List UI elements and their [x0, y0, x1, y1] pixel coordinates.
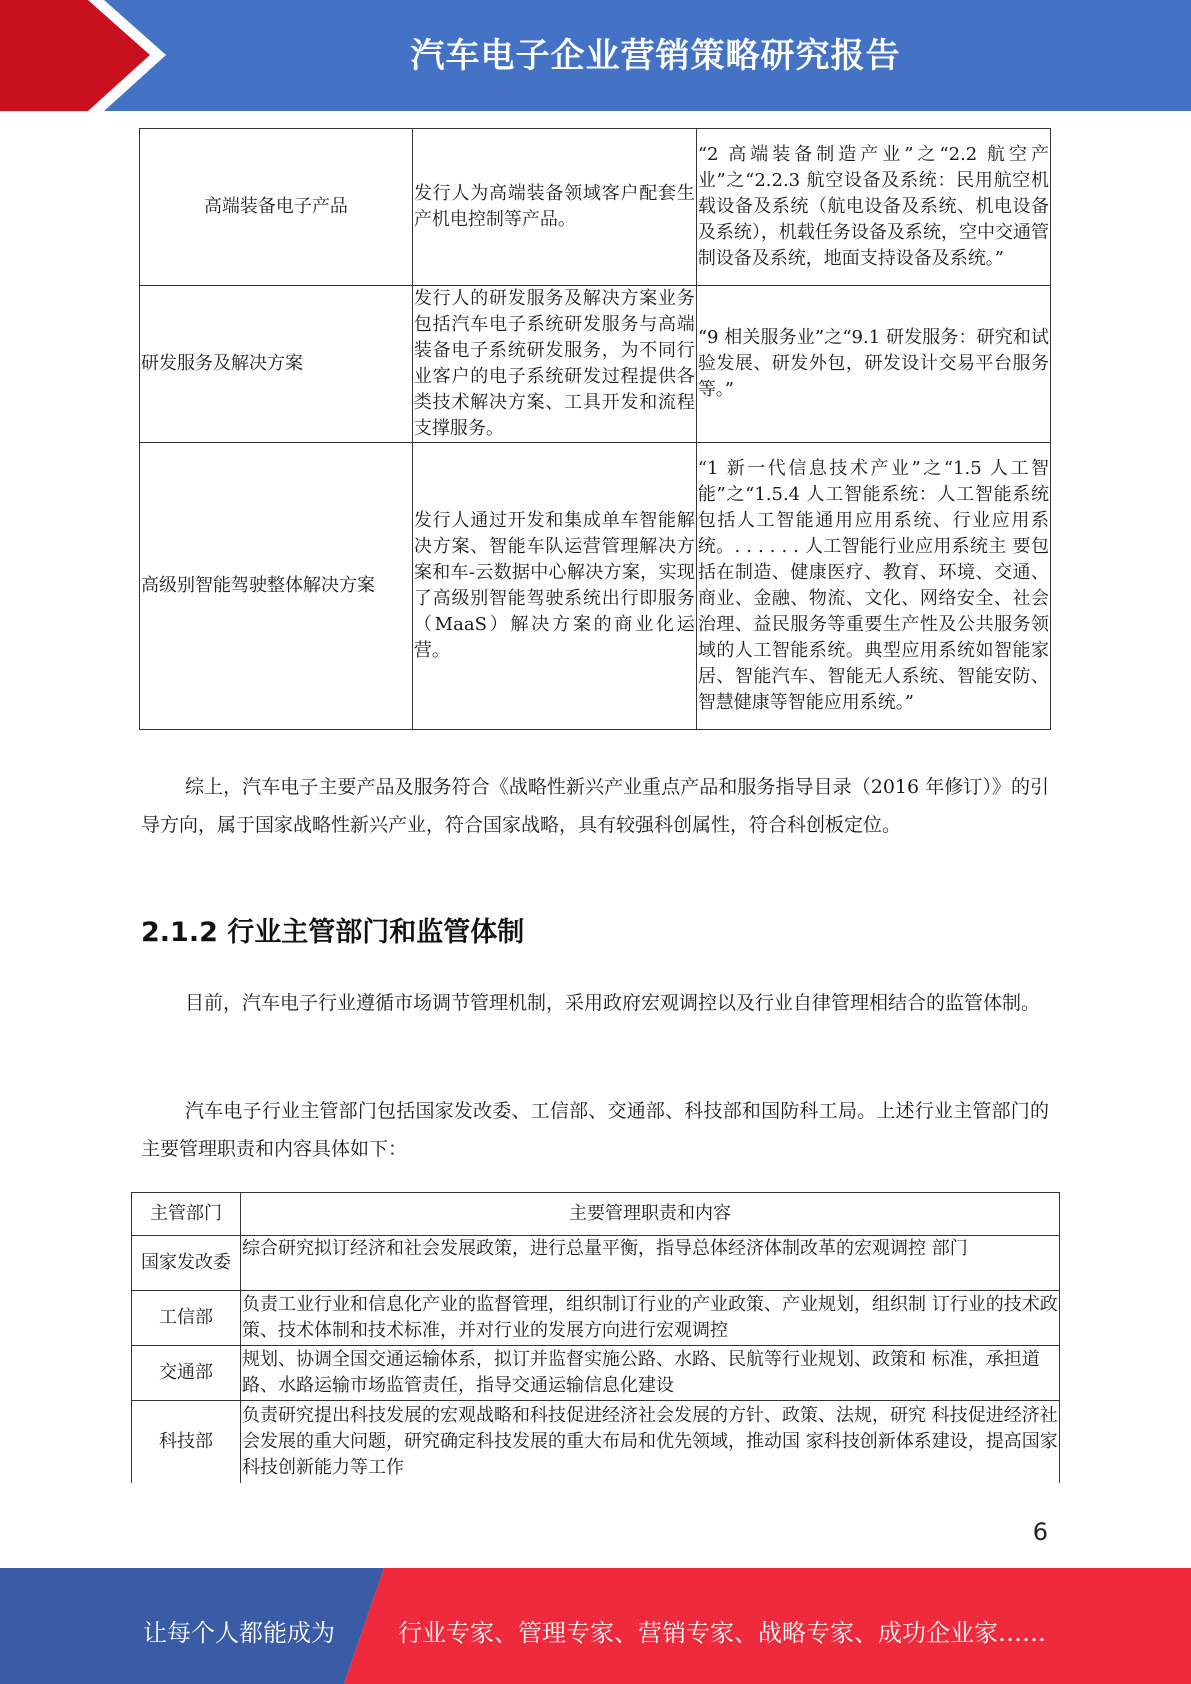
duty-cell: 负责研究提出科技发展的宏观战略和科技促进经济社会发展的方针、政策、法规，研究 科技促进经济社会发展的重大问题，研究确定科技发展的重大布局和优先领域，推动国 家科技创新体系建设，提高国家科技创新能力等工作: [241, 1401, 1060, 1483]
dept-cell: 国家发改委: [132, 1236, 241, 1291]
table-row: [132, 1291, 1060, 1346]
table-row: [140, 443, 1051, 730]
table-row: [132, 1401, 1060, 1483]
dept-cell: 科技部: [132, 1401, 241, 1483]
description-cell: 发行人的研发服务及解决方案业务包括汽车电子系统研发服务与高端装备电子系统研发服务，为不同行业客户的电子系统研发过程提供各类技术解决方案、工具开发和流程支撑服务。: [412, 286, 696, 443]
section-heading: 2.1.2 行业主管部门和监管体制: [141, 917, 525, 948]
table-header-row: [132, 1193, 1060, 1236]
product-cell: 研发服务及解决方案: [140, 286, 413, 443]
page-footer: [0, 1568, 1191, 1684]
description-cell: 发行人为高端装备领域客户配套生产机电控制等产品。: [412, 129, 696, 286]
table-row: [132, 1236, 1060, 1291]
description-cell: 发行人通过开发和集成单车智能解决方案、智能车队运营管理解决方案和车-云数据中心解决方案，实现了高级别智能驾驶系统出行即服务（MaaS）解决方案的商业化运营。: [412, 443, 696, 730]
table-row: [140, 286, 1051, 443]
header-title: 汽车电子企业营销策略研究报告: [410, 36, 901, 76]
dept-cell: 交通部: [132, 1346, 241, 1401]
column-header-dept: 主管部门: [132, 1193, 241, 1236]
regulation-paragraph: 目前，汽车电子行业遵循市场调节管理机制，采用政府宏观调控以及行业自律管理相结合的监管体制。: [185, 992, 1041, 1014]
product-catalog-table: [139, 128, 1051, 730]
dept-cell: 工信部: [132, 1291, 241, 1346]
duty-cell: 综合研究拟订经济和社会发展政策，进行总量平衡，指导总体经济体制改革的宏观调控 部门: [241, 1236, 1060, 1291]
catalog-cell: “9 相关服务业”之“9.1 研发服务：研究和试验发展、研发外包，研发设计交易平台服务等。”: [696, 286, 1050, 443]
product-cell: 高级别智能驾驶整体解决方案: [140, 443, 413, 730]
duty-cell: 负责工业行业和信息化产业的监督管理，组织制订行业的产业政策、产业规划，组织制 订行业的技术政策、技术体制和技术标准，并对行业的发展方向进行宏观调控: [241, 1291, 1060, 1346]
table-row: [132, 1346, 1060, 1401]
product-cell: 高端装备电子产品: [140, 129, 413, 286]
summary-paragraph: 综上，汽车电子主要产品及服务符合《战略性新兴产业重点产品和服务指导目录（2016 年修订）》的引导方向，属于国家战略性新兴产业，符合国家战略，具有较强科创属性，符合科创板定位。: [141, 776, 1049, 836]
departments-paragraph: 汽车电子行业主管部门包括国家发改委、工信部、交通部、科技部和国防科工局。上述行业主管部门的主要管理职责和内容具体如下：: [141, 1100, 1049, 1160]
catalog-cell: “1 新一代信息技术产业”之“1.5 人工智能”之“1.5.4 人工智能系统：人工智能系统包括人工智能通用应用系统、行业应用系统。. . . . . . 人工智能行业应用系统主 要包括在制造、健康医疗、教育、环境、交通、商业、金融、物流、文化、网络安全、社会治理、益民服务等重要生产性及公共服务领域的人工智能系统。典型应用系统如智能家居、智能汽车、智能无人系统、智能安防、智慧健康等智能应用系统。”: [696, 443, 1050, 730]
department-duties-table: [131, 1192, 1060, 1483]
footer-slogan-left: 让每个人都能成为: [143, 1619, 335, 1647]
catalog-cell: “2 高端装备制造产业”之“2.2 航空产业”之“2.2.3 航空设备及系统：民用航空机载设备及系统（航电设备及系统、机电设备及系统），机载任务设备及系统，空中交通管制设备及系统，地面支持设备及系统。”: [696, 129, 1050, 286]
footer-slogan-right: 行业专家、管理专家、营销专家、战略专家、成功企业家……: [398, 1619, 1046, 1647]
page-number: 6: [1032, 1518, 1048, 1546]
table-row: [140, 129, 1051, 286]
column-header-duty: 主要管理职责和内容: [241, 1193, 1060, 1236]
page-header: [0, 0, 1191, 111]
duty-cell: 规划、协调全国交通运输体系，拟订并监督实施公路、水路、民航等行业规划、政策和 标准，承担道路、水路运输市场监管责任，指导交通运输信息化建设: [241, 1346, 1060, 1401]
